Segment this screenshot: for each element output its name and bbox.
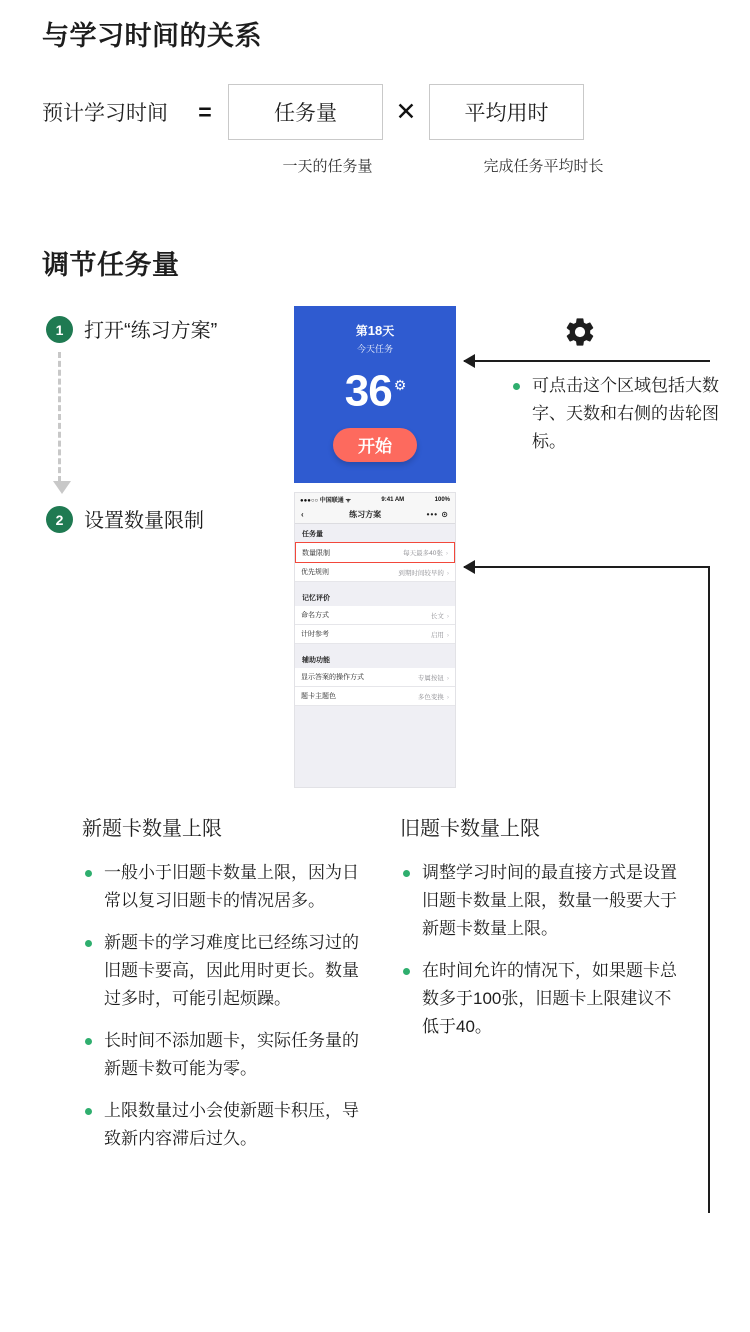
row-label: 计时参考 xyxy=(301,631,329,638)
card-subtitle: 今天任务 xyxy=(356,344,393,354)
status-battery: 100% xyxy=(434,496,450,503)
settings-row-card-theme[interactable] xyxy=(295,687,455,706)
list-item: 上限数量过小会使新题卡积压，导致新内容滞后过久。 xyxy=(82,1097,362,1153)
row-label: 题卡主题色 xyxy=(301,693,336,700)
chevron-right-icon: › xyxy=(446,569,449,577)
formula-box-task-amount: 任务量 xyxy=(228,84,383,140)
card-gear-icon[interactable]: ⚙ xyxy=(393,377,406,393)
step-label-2: 设置数量限制 xyxy=(84,510,204,532)
step-label-1: 打开“练习方案” xyxy=(84,320,218,342)
row-label: 命名方式 xyxy=(301,612,329,619)
chevron-right-icon: › xyxy=(446,674,449,682)
list-item: 调整学习时间的最直接方式是设置旧题卡数量上限，数量一般要大于新题卡数量上限。 xyxy=(400,859,680,943)
list-item: 新题卡的学习难度比已经练习过的旧题卡要高，因此用时更长。数量过多时，可能引起烦躁。 xyxy=(82,929,362,1013)
formula-caption-task-amount: 一天的任务量 xyxy=(282,158,373,175)
phone-status-bar xyxy=(295,493,455,506)
row-value: 专属按钮 › xyxy=(417,674,449,682)
settings-group-title: 任务量 xyxy=(302,531,323,538)
chevron-right-icon: › xyxy=(446,631,449,639)
row-label: 优先规则 xyxy=(301,569,329,576)
settings-group-title: 记忆评价 xyxy=(302,595,330,602)
page-title-adjust-tasks: 调节任务量 xyxy=(42,250,180,280)
settings-row-answer-action[interactable] xyxy=(295,668,455,687)
chevron-right-icon: › xyxy=(446,693,449,701)
row-value: 每天最多40张 › xyxy=(403,550,448,557)
page-title-relationship: 与学习时间的关系 xyxy=(42,21,262,51)
gear-icon xyxy=(563,315,597,354)
chevron-right-icon: › xyxy=(445,550,448,557)
formula-caption-average-time: 完成任务平均时长 xyxy=(483,158,604,175)
status-time: 9:41 AM xyxy=(381,496,405,503)
pointer-arrow-to-settings-row xyxy=(464,566,710,568)
row-label: 数量限制 xyxy=(302,549,330,557)
nav-more-icon[interactable]: ••• ⊙ xyxy=(426,510,449,519)
formula-lead-label: 预计学习时间 xyxy=(42,102,168,125)
status-carrier: ●●●○○ 中国联通 ᯤ xyxy=(300,498,351,504)
row-label: 显示答案的操作方式 xyxy=(301,674,364,681)
formula-row xyxy=(42,84,584,140)
settings-row-naming[interactable] xyxy=(295,606,455,625)
row-value: 多色变换 › xyxy=(417,693,449,701)
dashed-flow-arrow xyxy=(58,352,61,482)
row-value: 长文 › xyxy=(430,612,449,620)
settings-group-title: 辅助功能 xyxy=(302,657,330,664)
step-badge-1: 1 xyxy=(46,316,73,343)
formula-box-average-time: 平均用时 xyxy=(429,84,584,140)
back-button[interactable]: ‹ xyxy=(301,510,304,519)
settings-row-priority-rule[interactable] xyxy=(295,563,455,582)
practice-plan-settings-screenshot[interactable] xyxy=(294,492,456,788)
connector-line-vertical xyxy=(708,566,710,1213)
note-bullet: 可点击这个区域包括大数字、天数和右侧的齿轮图标。 xyxy=(510,372,725,456)
notes-column-old-cards xyxy=(400,812,680,1055)
practice-plan-card[interactable] xyxy=(294,306,456,483)
row-value: 启用 › xyxy=(430,631,449,639)
note-card-clickable-area xyxy=(510,372,725,456)
card-task-count[interactable]: 36 ⚙ xyxy=(344,366,406,416)
settings-row-quantity-limit[interactable] xyxy=(295,542,455,563)
settings-row-timer[interactable] xyxy=(295,625,455,644)
step-badge-2: 2 xyxy=(46,506,73,533)
row-value: 到期时间较早的 › xyxy=(398,569,449,577)
chevron-right-icon: › xyxy=(446,612,449,620)
card-day-counter: 第18天 xyxy=(355,323,395,338)
start-button[interactable]: 开始 xyxy=(333,428,417,462)
pointer-arrow-to-card xyxy=(464,360,710,362)
list-item: 一般小于旧题卡数量上限，因为日常以复习旧题卡的情况居多。 xyxy=(82,859,362,915)
phone-nav-bar xyxy=(295,506,455,524)
column-heading-new-cards: 新题卡数量上限 xyxy=(82,818,222,840)
multiply-sign: ✕ xyxy=(395,98,417,126)
list-item: 在时间允许的情况下，如果题卡总数多于100张，旧题卡上限建议不低于40。 xyxy=(400,957,680,1041)
column-heading-old-cards: 旧题卡数量上限 xyxy=(400,818,540,840)
notes-column-new-cards xyxy=(82,812,362,1167)
list-item: 长时间不添加题卡，实际任务量的新题卡数可能为零。 xyxy=(82,1027,362,1083)
equals-sign: = xyxy=(198,98,212,125)
nav-title: 练习方案 xyxy=(349,510,382,519)
